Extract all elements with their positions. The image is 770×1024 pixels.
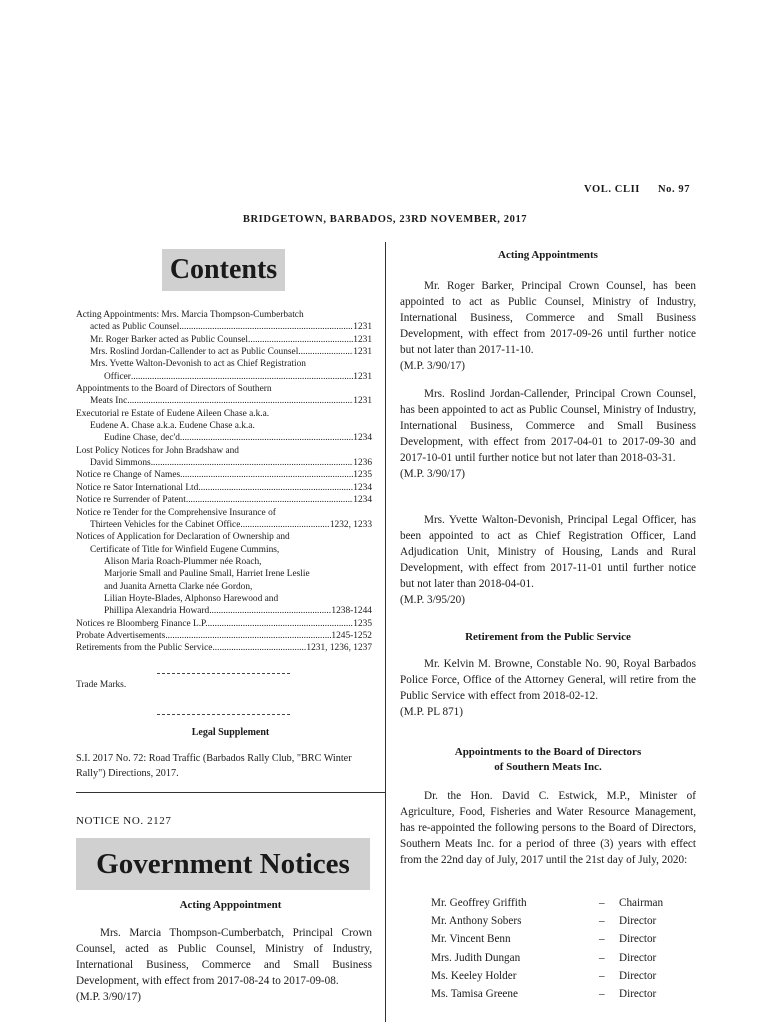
toc-entry-page: 1231	[353, 371, 372, 382]
director-name: Mrs. Judith Dungan	[431, 951, 521, 964]
director-name: Mr. Geoffrey Griffith	[431, 897, 527, 909]
director-dash: –	[599, 988, 605, 1001]
toc-entry-title: Mr. Roger Barker acted as Public Counsel	[90, 334, 249, 345]
director-role: Chairman	[619, 897, 664, 909]
toc-entry	[76, 395, 372, 407]
toc-entry-title: Appointments to the Board of Directors of Southern	[76, 384, 272, 395]
retirement-heading: Retirement from the Public Service	[465, 631, 631, 643]
toc-entry-title: Eudene A. Chase a.k.a. Eudene Chase a.k.a.	[90, 421, 255, 432]
toc-entry-title: Notice re Change of Names	[76, 470, 181, 481]
toc-entry	[76, 371, 372, 383]
director-dash: –	[599, 969, 605, 982]
paragraph-text: Mr. Roger Barker, Principal Crown Counsel, has been appointed to act as Public Counsel, Ministry of Industry, International Business, Commerce and Small Business Development, with effect from 2017-09-26 until further notice but not later than 2017-11-10.	[400, 280, 696, 356]
toc-leader-dots	[201, 482, 354, 494]
toc-entry	[76, 556, 372, 568]
paragraph-text: Mrs. Roslind Jordan-Callender, Principal Crown Counsel, has been appointed to act as Public Counsel, Ministry of Industry, International Business, Commerce and Small Business Development, with effect from 2017-04-01 to 2017-09-30 and 2017-10-01 until further notice but not later than 2018-03-31.	[400, 388, 696, 464]
toc-entry	[76, 581, 372, 593]
section-divider	[76, 792, 385, 793]
director-row	[431, 967, 691, 985]
director-role: Director	[619, 988, 657, 1001]
issue-number: No. 97	[657, 184, 691, 195]
acting-appointment-heading: Acting Apppointment	[179, 899, 282, 911]
toc-entry-title: Meats Inc.	[90, 396, 130, 407]
board-heading-line-2: of Southern Meats Inc.	[494, 761, 602, 773]
trade-marks-label: Trade Marks.	[76, 680, 127, 690]
toc-entry	[76, 642, 372, 654]
toc-entry	[76, 531, 372, 543]
legal-supplement-text: S.I. 2017 No. 72: Road Traffic (Barbados Rally Club, "BRC Winter Rally") Directions, 2017.	[76, 753, 352, 779]
toc-leader-dots	[212, 642, 306, 654]
toc-entry	[76, 568, 372, 580]
director-role: Director	[619, 969, 657, 982]
volume-label: VOL. CLII	[584, 184, 640, 195]
notice-paragraph	[76, 925, 372, 1005]
toc-entry-page: 1231	[353, 334, 372, 345]
director-name: Ms. Keeley Holder	[431, 969, 517, 982]
toc-leader-dots	[298, 346, 353, 358]
toc-entry-page: 1231	[353, 347, 372, 358]
director-name: Mr. Anthony Sobers	[431, 915, 522, 928]
director-role: Director	[619, 933, 657, 946]
notice-ref: (M.P. 3/90/17)	[76, 991, 141, 1003]
toc-entry	[76, 358, 372, 370]
toc-entry-title: Mrs. Yvette Walton-Devonish to act as Chief Registration	[90, 359, 306, 370]
toc-entry-title: Certificate of Title for Winfield Eugene Cummins,	[90, 544, 280, 555]
legal-supplement-heading: Legal Supplement	[191, 727, 270, 738]
paragraph-text: Dr. the Hon. David C. Estwick, M.P., Minister of Agriculture, Food, Fisheries and Water Resource Management, has re-appointed the following persons to the Board of Directors, Southern Meats Inc. for a period of three (3) years with effect from the 22nd day of July, 2017 until the 21st day of July, 2020:	[400, 790, 696, 866]
toc-entry	[76, 334, 372, 346]
toc-leader-dots	[209, 605, 331, 617]
director-row	[431, 949, 691, 967]
director-row	[431, 912, 691, 930]
director-name: Ms. Tamisa Greene	[431, 988, 518, 1001]
toc-leader-dots	[130, 395, 354, 407]
toc-entry	[76, 618, 372, 630]
toc-leader-dots	[208, 618, 354, 630]
toc-entry-page: 1235	[353, 618, 372, 629]
toc-entry	[76, 494, 372, 506]
toc-leader-dots	[131, 371, 353, 383]
directors-list	[431, 894, 691, 1003]
paragraph-ref: (M.P. 3/95/20)	[400, 594, 465, 606]
separator-dashes	[157, 673, 290, 674]
toc-leader-dots	[165, 630, 331, 642]
toc-entry	[76, 432, 372, 444]
toc-entry-title: Probate Advertisements	[76, 630, 166, 641]
director-dash: –	[599, 915, 605, 928]
toc-entry	[76, 457, 372, 469]
paragraph-ref: (M.P. PL 871)	[400, 706, 463, 718]
toc-entry-title: Acting Appointments: Mrs. Marcia Thompson-Cumberbatch	[76, 310, 304, 320]
director-dash: –	[599, 951, 605, 964]
board-heading	[400, 745, 696, 775]
director-role: Director	[619, 951, 657, 964]
toc-entry-title: Marjorie Small and Pauline Small, Harriet Irene Leslie	[104, 569, 310, 580]
paragraph-ref: (M.P. 3/90/17)	[400, 360, 465, 372]
toc-entry-title: Eudine Chase, dec'd.	[104, 433, 183, 444]
director-name: Mr. Vincent Benn	[431, 933, 511, 946]
toc-entry-title: and Juanita Arnetta Clarke née Gordon,	[104, 581, 253, 592]
toc-entry-title: Mrs. Roslind Jordan-Callender to act as Public Counsel	[90, 347, 299, 358]
toc-entry-title: Phillipa Alexandria Howard	[104, 606, 210, 617]
toc-entry-page: 1234	[353, 433, 372, 444]
toc-entry-page: 1235	[353, 470, 372, 481]
appointment-paragraph	[400, 386, 696, 482]
toc-entry	[76, 593, 372, 605]
toc-entry	[76, 445, 372, 457]
toc-entry-title: Notices of Application for Declaration of Ownership and	[76, 532, 290, 543]
toc-entry	[76, 346, 372, 358]
acting-appointments-heading: Acting Appointments	[498, 249, 598, 261]
paragraph-ref: (M.P. 3/90/17)	[400, 468, 465, 480]
retirement-paragraph	[400, 656, 696, 720]
toc-leader-dots	[151, 457, 354, 469]
toc-entry	[76, 630, 372, 642]
volume-number	[584, 184, 690, 195]
toc-entry-title: Notices re Bloomberg Finance L.P.	[76, 618, 208, 629]
toc-entry-page: 1231, 1236, 1237	[306, 643, 372, 654]
toc-entry	[76, 469, 372, 481]
toc-entry	[76, 519, 372, 531]
toc-entry-title: Executorial re Estate of Eudene Aileen Chase a.k.a.	[76, 408, 270, 419]
toc-entry-page: 1232, 1233	[329, 519, 372, 530]
director-dash: –	[599, 933, 605, 946]
director-row	[431, 930, 691, 948]
contents-title: Contents	[162, 249, 285, 291]
board-heading-line-1: Appointments to the Board of Directors	[454, 746, 642, 758]
director-row	[431, 894, 691, 912]
director-dash: –	[599, 897, 605, 909]
toc-entry	[76, 309, 372, 321]
board-paragraph	[400, 788, 696, 868]
paragraph-text: Mrs. Yvette Walton-Devonish, Principal Legal Officer, has been appointed to act as Chief Registration Officer, Land Adjudication Unit, Ministry of Housing, Lands and Rural Development, with effect from 2017-11-01 until further notice but not later than 2018-04-01.	[400, 514, 696, 590]
dateline: BRIDGETOWN, BARBADOS, 23RD NOVEMBER, 2017	[242, 214, 528, 225]
toc-entry-title: David Simmons	[90, 458, 151, 469]
toc-entry-title: Notice re Sator International Ltd.	[76, 482, 201, 493]
notice-number: NOTICE NO. 2127	[76, 815, 172, 827]
toc-entry-title: acted as Public Counsel	[90, 322, 180, 333]
notice-text: Mrs. Marcia Thompson-Cumberbatch, Principal Crown Counsel, acted as Public Counsel, Ministry of Industry, International Business, Commerce and Small Business Development, with effect from 2017-08-24 to 2017-09-08.	[76, 927, 372, 987]
toc-entry-title: Officer	[104, 371, 131, 382]
toc-entry-title: Retirements from the Public Service	[76, 643, 213, 654]
toc-entry-page: 1231	[353, 396, 372, 407]
toc-entry	[76, 321, 372, 333]
table-of-contents	[76, 309, 372, 655]
column-divider	[385, 242, 386, 1022]
director-role: Director	[619, 915, 657, 928]
toc-entry-title: Lost Policy Notices for John Bradshaw and	[76, 445, 239, 456]
toc-entry	[76, 482, 372, 494]
toc-entry-title: Notice re Tender for the Comprehensive Insurance of	[76, 507, 276, 518]
toc-entry-page: 1236	[353, 458, 372, 469]
toc-entry	[76, 420, 372, 432]
appointment-paragraph	[400, 278, 696, 374]
toc-entry-title: Alison Maria Roach-Plummer née Roach,	[104, 556, 262, 567]
appointment-paragraph	[400, 512, 696, 608]
toc-entry	[76, 507, 372, 519]
toc-leader-dots	[240, 519, 329, 531]
toc-entry	[76, 605, 372, 617]
toc-entry-page: 1245-1252	[331, 630, 372, 641]
toc-entry-page: 1238-1244	[331, 606, 372, 617]
toc-leader-dots	[179, 321, 353, 333]
toc-entry	[76, 544, 372, 556]
toc-entry-title: Lilian Hoyte-Blades, Alphonso Harewood and	[104, 593, 279, 604]
toc-entry	[76, 383, 372, 395]
toc-leader-dots	[180, 469, 353, 481]
toc-leader-dots	[182, 432, 353, 444]
toc-entry-page: 1231	[353, 322, 372, 333]
toc-entry-page: 1234	[353, 495, 372, 506]
toc-entry-page: 1234	[353, 482, 372, 493]
toc-leader-dots	[248, 334, 353, 346]
toc-leader-dots	[186, 494, 353, 506]
toc-entry	[76, 408, 372, 420]
separator-dashes	[157, 714, 290, 715]
government-notices-banner: Government Notices	[76, 838, 370, 890]
toc-entry-title: Thirteen Vehicles for the Cabinet Office	[90, 519, 241, 530]
director-row	[431, 985, 691, 1003]
paragraph-text: Mr. Kelvin M. Browne, Constable No. 90, Royal Barbados Police Force, Office of the Attorney General, will retire from the Public Service with effect from 2018-02-12.	[400, 658, 696, 702]
toc-entry-title: Notice re Surrender of Patent	[76, 495, 186, 506]
